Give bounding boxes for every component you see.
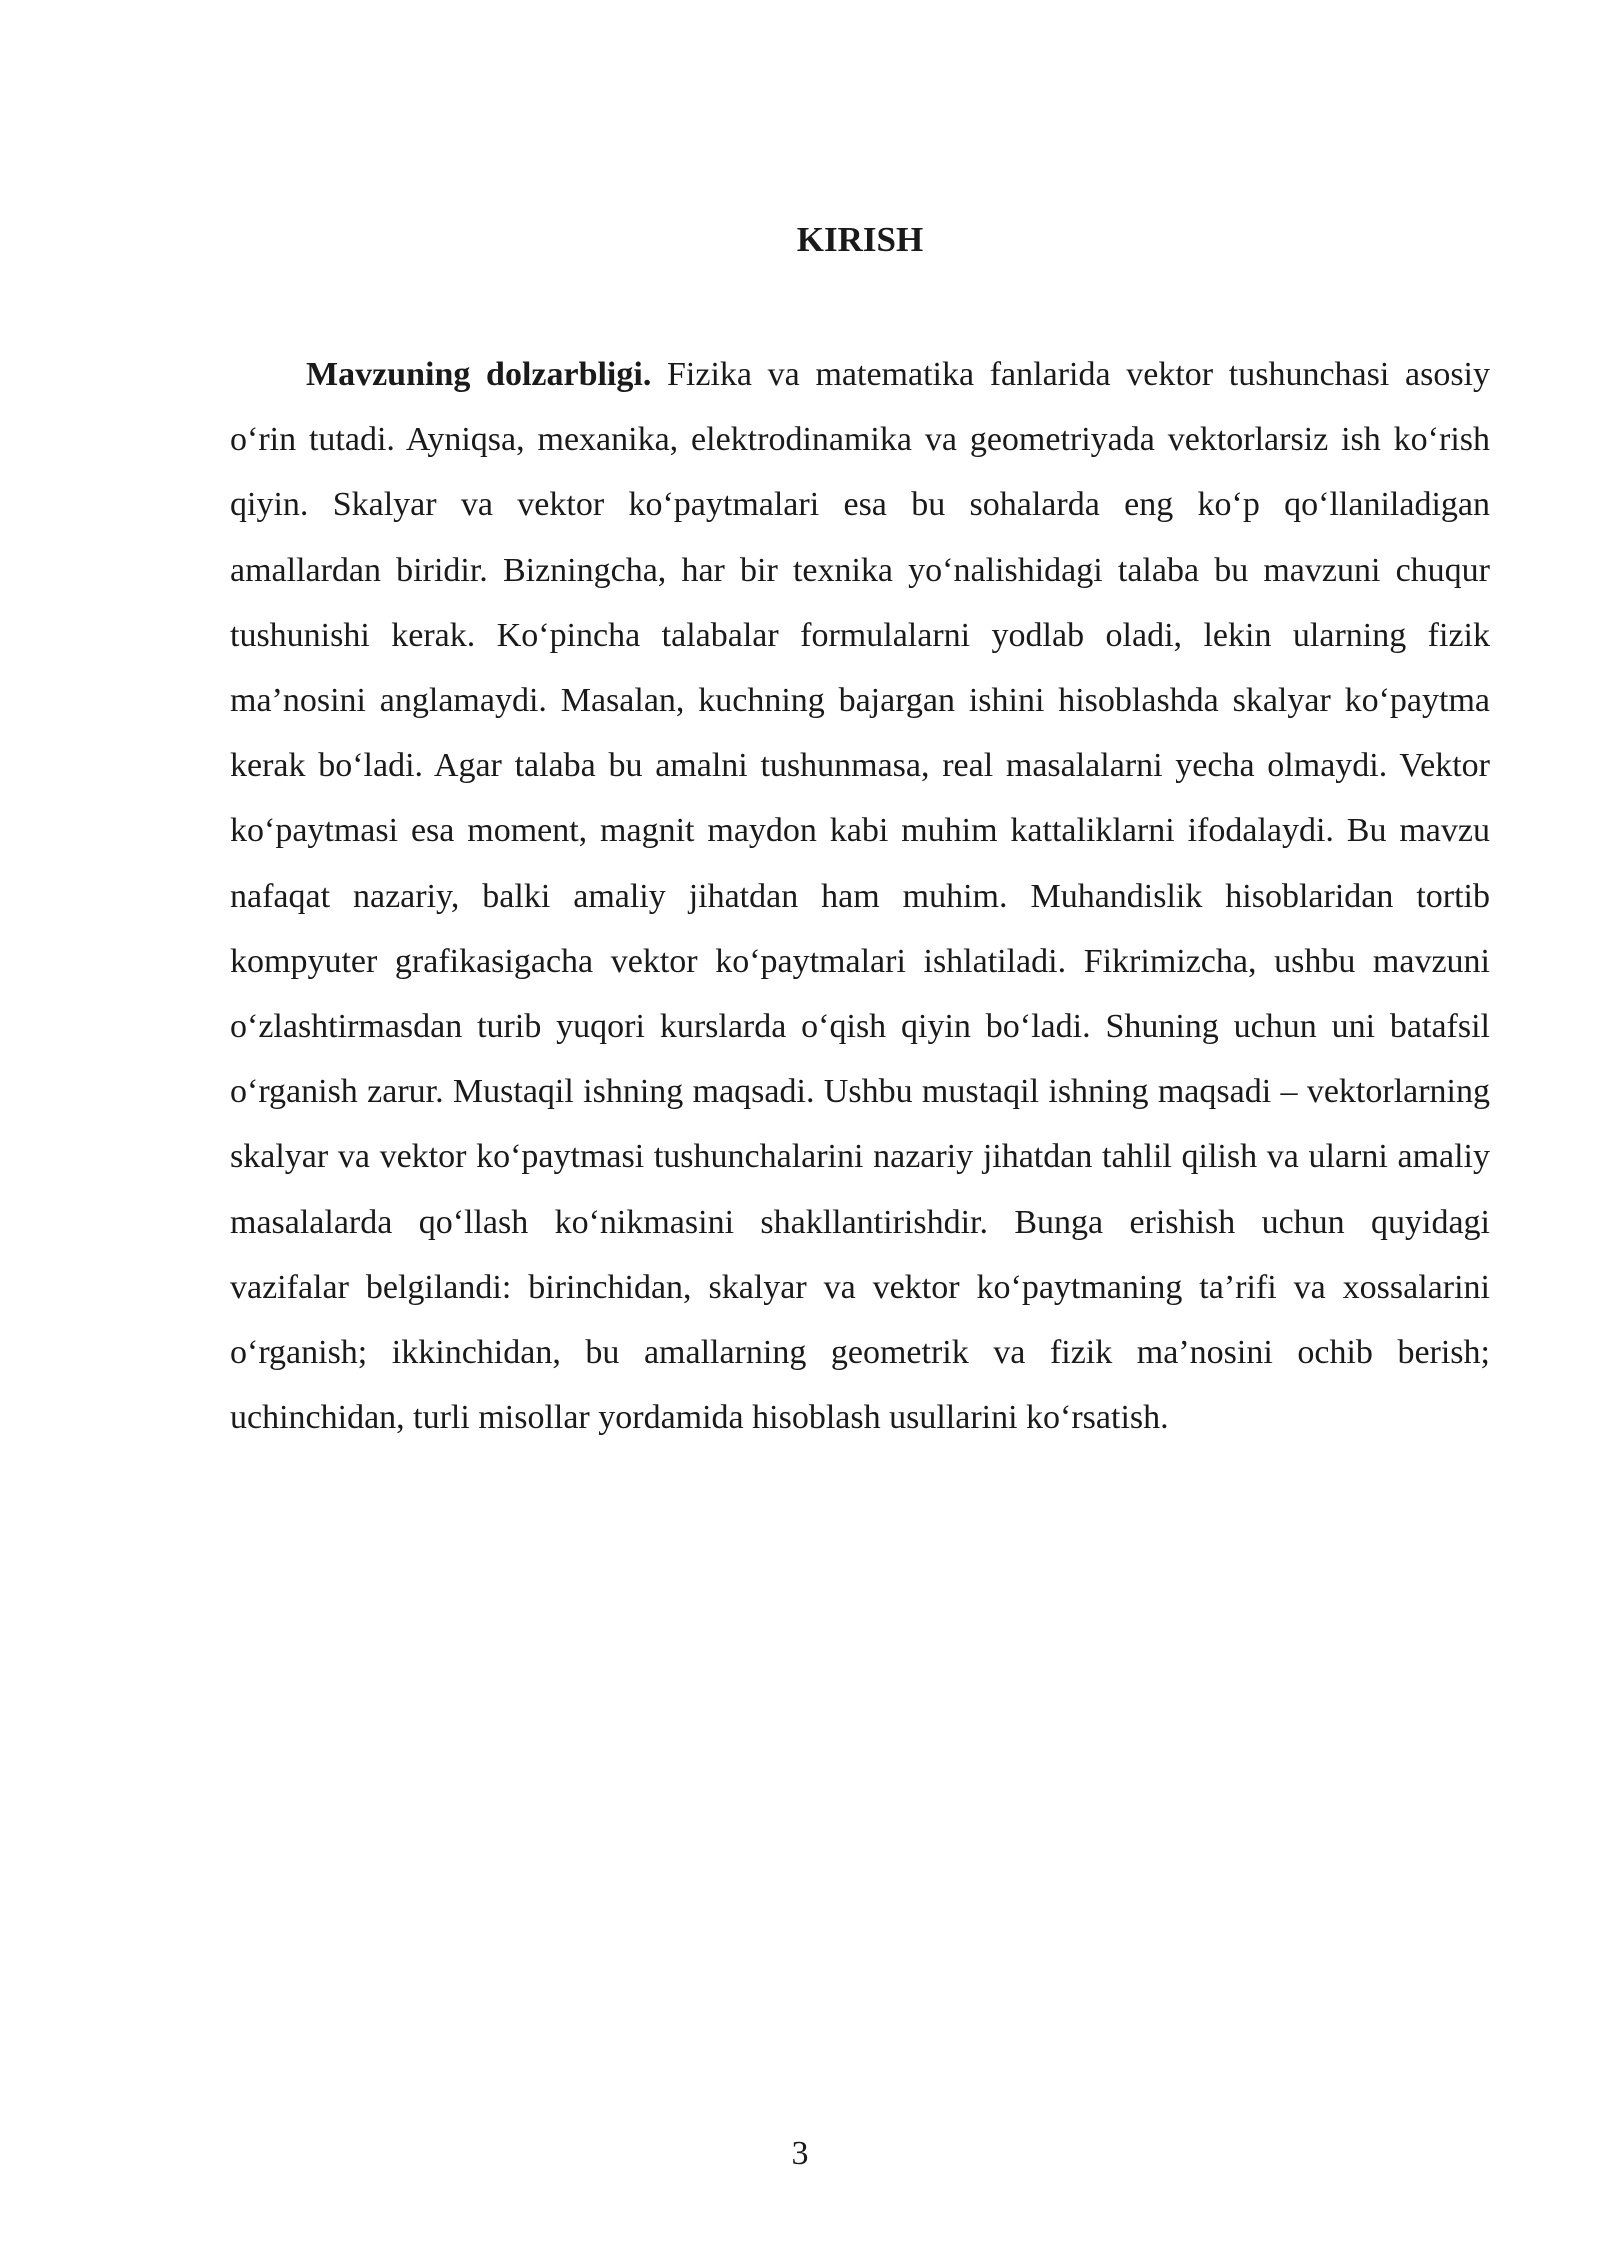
body-paragraph — [230, 342, 1490, 1450]
paragraph-lead: Mavzuning dolzarbligi. — [306, 356, 652, 393]
page-number: 3 — [791, 2135, 809, 2172]
paragraph-text: Fizika va matematika fanlarida vektor tushunchasi asosiy o‘rin tutadi. Ayniqsa, mexanika, elektrodinamika va geometriyada vektorlarsiz ish ko‘rish qiyin. Skalyar va vektor ko‘paytmalari esa bu sohalarda eng ko‘p qo‘llaniladigan amallardan biridir. Bizningcha, har bir texnika yo‘nalishidagi talaba bu mavzuni chuqur tushunishi kerak. Ko‘pincha talabalar formulalarni yodlab oladi, lekin ularning fizik ma’nosini anglamaydi. Masalan, kuchning bajargan ishini hisoblashda skalyar ko‘paytma kerak bo‘ladi. Agar talaba bu amalni tushunmasa, real masalalarni yecha olmaydi. Vektor ko‘paytmasi esa moment, magnit maydon kabi muhim kattaliklarni ifodalaydi. Bu mavzu nafaqat nazariy, balki amaliy jihatdan ham muhim. Muhandislik hisoblaridan tortib kompyuter grafikasigacha vektor ko‘paytmalari ishlatiladi. Fikrimizcha, ushbu mavzuni o‘zlashtirmasdan turib yuqori kurslarda o‘qish qiyin bo‘ladi. Shuning uchun uni batafsil o‘rganish zarur. Mustaqil ishning maqsadi. Ushbu mustaqil ishning maqsadi – vektorlarning skalyar va vektor ko‘paytmasi tushunchalarini nazariy jihatdan tahlil qilish va ularni amaliy masalalarda qo‘llash ko‘nikmasini shakllantirishdir. Bunga erishish uchun quyidagi vazifalar belgilandi: birinchidan, skalyar va vektor ko‘paytmaning ta’rifi va xossalarini o‘rganish; ikkinchidan, bu amallarning geometrik va fizik ma’nosini ochib berish; uchinchidan, turli misollar yordamida hisoblash usullarini ko‘rsatish. — [230, 356, 1491, 1437]
section-heading: KIRISH — [796, 220, 924, 259]
